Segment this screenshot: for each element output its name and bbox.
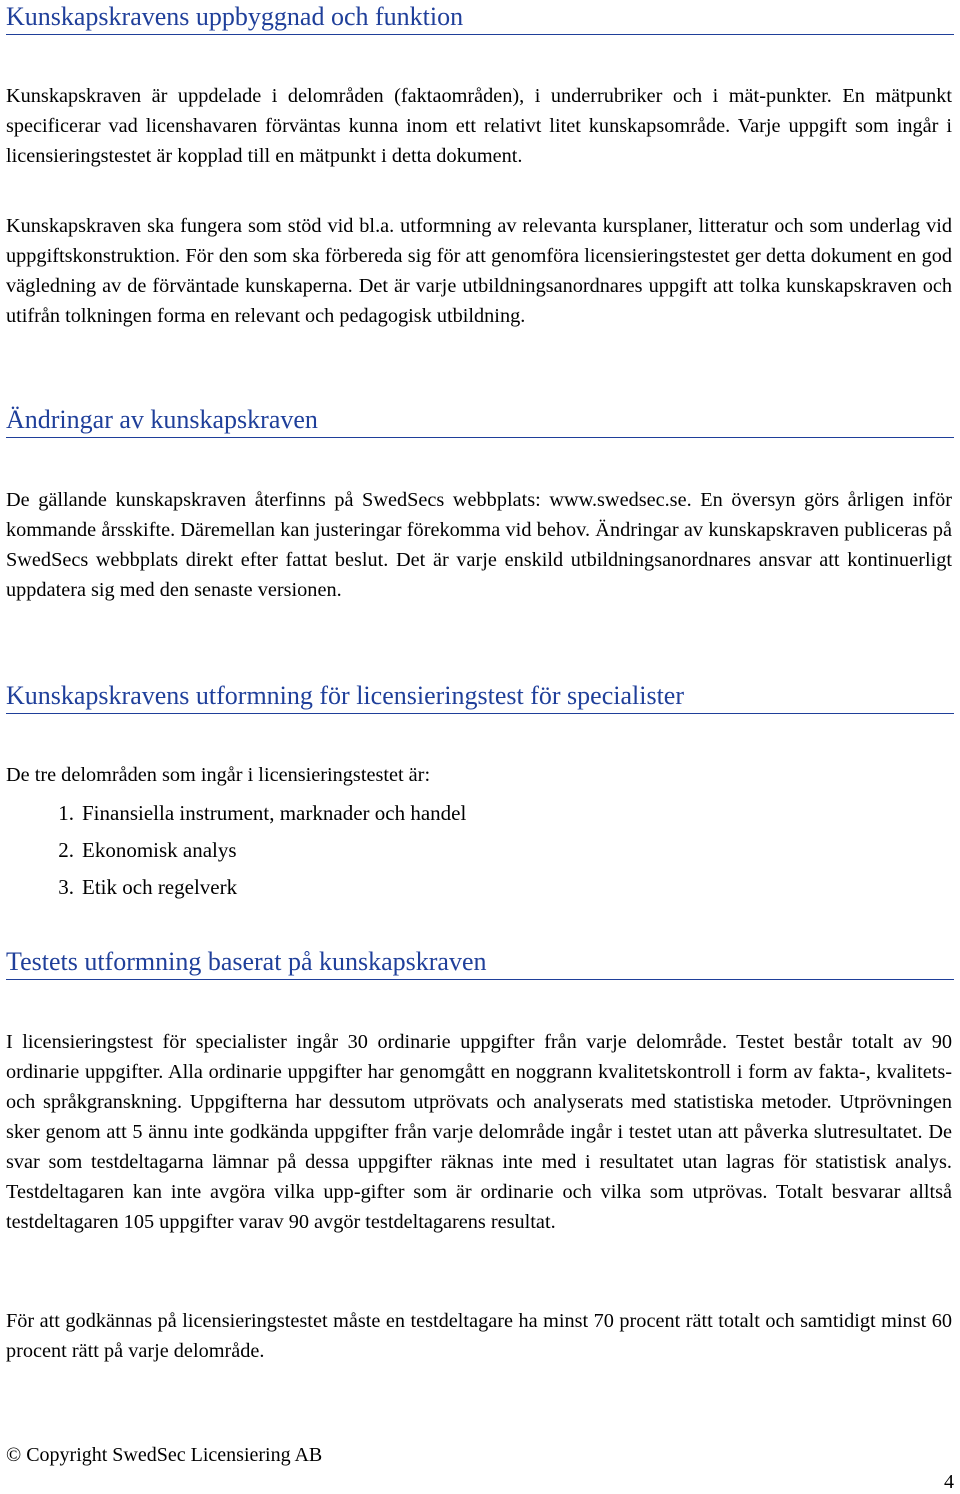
section-heading: Kunskapskravens uppbyggnad och funktion [6,2,954,35]
list-item-text: Etik och regelverk [82,875,238,899]
list-item-text: Finansiella instrument, marknader och handel [82,801,467,825]
list-intro: De tre delområden som ingår i licensieringstestet är: [6,764,431,786]
section-heading: Testets utformning baserat på kunskapskraven [6,947,954,980]
numbered-list [6,795,952,906]
list-item-number: 1. [58,801,74,825]
list-item-number: 2. [58,838,74,862]
paragraph: Kunskapskraven ska fungera som stöd vid bl.a. utformning av relevanta kursplaner, litteratur och som underlag vid uppgiftskonstruktion. För den som ska förbereda sig för att genomföra licensieringstestet ger detta dokument en god vägledning av de förväntade kunskaperna. Det är varje utbildningsanordnares uppgift att tolka kunskapskraven och utifrån tolkningen forma en relevant och pedagogisk utbildning. [6,215,952,327]
section-heading: Kunskapskravens utformning för licensieringstest för specialister [6,681,954,714]
paragraph: För att godkännas på licensieringstestet måste en testdeltagare ha minst 70 procent rätt totalt och samtidigt minst 60 procent rätt på varje delområde. [6,1310,952,1362]
list-item-number: 3. [58,875,74,899]
copyright-footer: © Copyright SwedSec Licensiering AB [6,1444,323,1466]
page-number: 4 [944,1471,954,1493]
list-item [6,795,952,832]
list-item-text: Ekonomisk analys [82,838,237,862]
list-item [6,832,952,869]
list-item [6,869,952,906]
paragraph: I licensieringstest för specialister ingår 30 ordinarie uppgifter från varje delområde. Testet består totalt av 90 ordinarie uppgifter. Alla ordinarie uppgifter har genomgått en noggrann kvalitetskontroll i form av fakta-, kvalitets- och språkgranskning. Uppgifterna har dessutom utprövats och analyserats med statistiska metoder. Utprövningen sker genom att 5 ännu inte godkända uppgifter från varje delområde ingår i testet utan att påverka slutresultatet. De svar som testdeltagarna lämnar på dessa uppgifter räknas inte med i resultatet utan lagras för statistisk analys. Testdeltagaren kan inte avgöra vilka upp-gifter som är ordinarie och vilka som utprövas. Totalt besvarar alltså testdeltagaren 105 uppgifter varav 90 avgör testdeltagarens resultat. [6,1031,952,1233]
paragraph: De gällande kunskapskraven återfinns på SwedSecs webbplats: www.swedsec.se. En översyn görs årligen inför kommande årsskifte. Däremellan kan justeringar förekomma vid behov. Ändringar av kunskapskraven publiceras på SwedSecs webbplats direkt efter fattat beslut. Det är varje enskild utbildningsanordnares ansvar att kontinuerligt uppdatera sig med den senaste versionen. [6,489,952,601]
paragraph: Kunskapskraven är uppdelade i delområden (faktaområden), i underrubriker och i mät-punkter. En mätpunkt specificerar vad licenshavaren förväntas kunna inom ett relativt litet kunskapsområde. Varje uppgift som ingår i licensieringstestet är kopplad till en mätpunkt i detta dokument. [6,85,952,167]
section-heading: Ändringar av kunskapskraven [6,405,954,438]
